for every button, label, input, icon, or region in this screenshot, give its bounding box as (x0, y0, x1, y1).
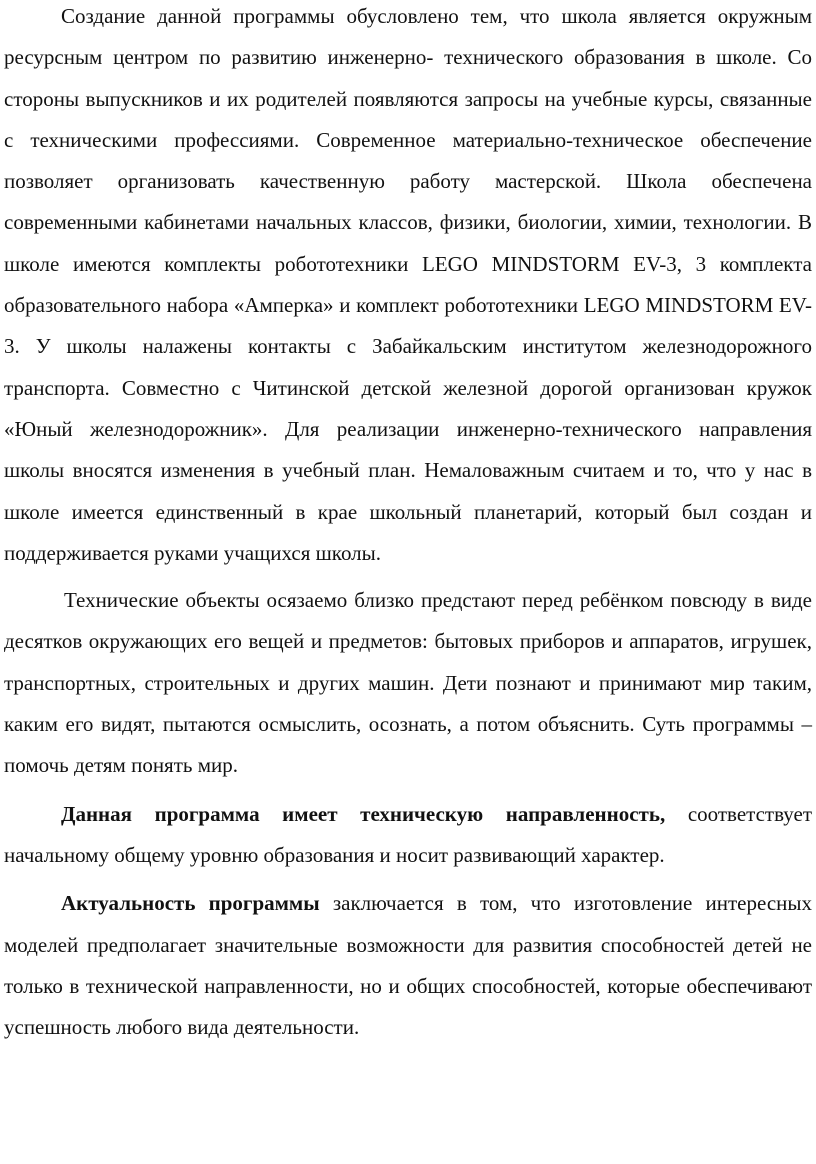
program-orientation-heading: Данная программа имеет техническую направленность, (61, 801, 666, 826)
program-orientation-text: соответствует начальному общему уровню образования и носит развивающий характер. (4, 801, 813, 867)
paragraph-program-rationale: Создание данной программы обусловлено тем, что школа является окружным ресурсным центром по развитию инженерно- технического образования в школе. Со стороны выпускников и их родителей появляются запросы на учебные курсы, связанные с техническими профессиями. Современное материально-техническое обеспечение позволяет организовать качественную работу мастерской. Школа обеспечена современными кабинетами начальных классов, физики, биологии, химии, технологии. В школе имеются комплекты робототехники LEGO MINDSTORM EV-3, 3 комплекта образовательного набора «Амперка» и комплект робототехники LEGO MINDSTORM EV-3. У школы налажены контакты с Забайкальским институтом железнодорожного транспорта. Совместно с Читинской детской железной дорогой организован кружок «Юный железнодорожник». Для реализации инженерно-технического направления школы вносятся изменения в учебный план. Немаловажным считаем и то, что у нас в школе имеется единственный в крае школьный планетарий, который был создан и поддерживается руками учащихся школы. (4, 4, 812, 565)
paragraph-program-orientation (4, 794, 812, 877)
paragraph-program-relevance (4, 883, 812, 1048)
paragraph-technical-objects: Технические объекты осязаемо близко предстают перед ребёнком повсюду в виде десятков окружающих его вещей и предметов: бытовых приборов и аппаратов, игрушек, транспортных, строительных и других машин. Дети познают и принимают мир таким, каким его видят, пытаются осмыслить, осознать, а потом объяснить. Суть программы – помочь детям понять мир. (4, 588, 812, 778)
program-relevance-heading: Актуальность программы (61, 891, 320, 916)
program-relevance-text: заключается в том, что изготовление интересных моделей предполагает значительные возможности для развития способностей детей не только в технической направленности, но и общих способностей, которые обеспечивают успешность любого вида деятельности. (4, 891, 812, 1040)
